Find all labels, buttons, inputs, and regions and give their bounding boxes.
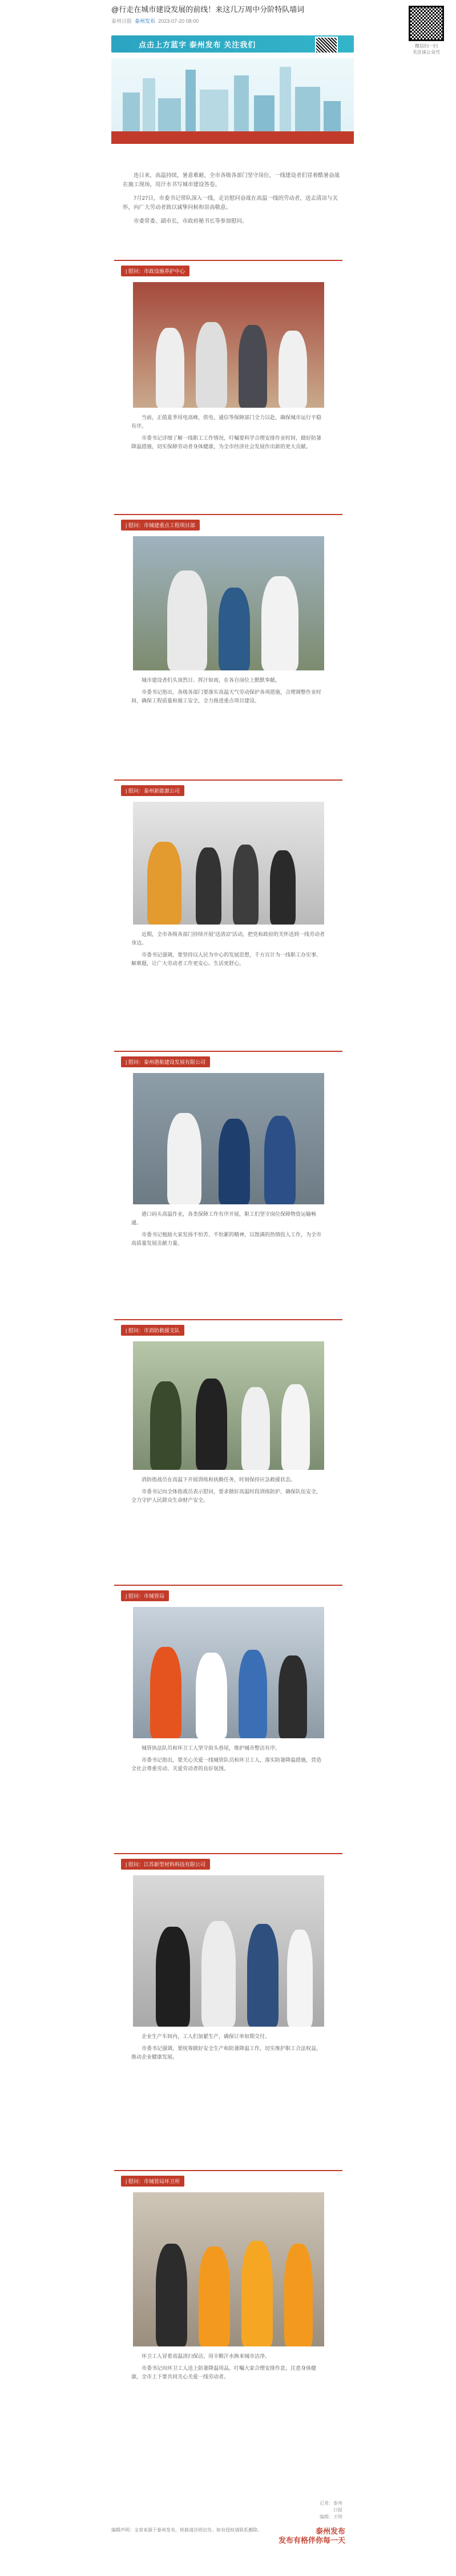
editor-credit: 记者：泰州日报 编辑：王明 [320,2501,342,2519]
section-text: 城管执法队员和环卫工人坚守街头巷尾，维护城市整洁有序。 市委书记指出，要关心关爱一线城管队员和环卫工人，落实防暑降温措施，营造全社会尊重劳动、关爱劳动者的良好氛围。 [131,1745,322,1771]
section-3 [114,779,342,971]
section-8 [114,2170,342,2385]
brand-logo: 泰州发布 发布有格伴你每一天 [278,2527,345,2545]
section-6 [114,1585,342,1777]
section-label: | 慰问：市政设施养护中心 [121,266,189,276]
section-text: 近期，全市各级各部门持续开展“送清凉”活动，把党和政府的关怀送到一线劳动者身边。 市委书记强调，要坚持以人民为中心的发展思想，千方百计为一线职工办实事、解难题，让广大劳动者工作更安心、生活更舒心。 [131,931,325,966]
section-label: | 慰问：市消防救援支队 [121,1325,184,1336]
section-label: | 慰问：市城建重点工程项目部 [121,520,200,531]
article-footer [111,2527,345,2545]
city-skyline-illustration [111,58,354,144]
section-photo [133,2192,324,2346]
article-header [111,5,322,25]
section-text: 消防指战员在高温下开展训练和执勤任务，时刻保持应急救援状态。 市委书记向全体指战员表示慰问，要求做好高温时段训练防护，确保队伍安全，全力守护人民群众生命财产安全。 [131,1477,322,1503]
section-text: 城市建设者们头顶烈日、挥汗如雨，在各自岗位上默默奉献。 市委书记指出，各级各部门要落实高温天气劳动保护各项措施，合理调整作业时间，确保工程质量和施工安全，全力推进重点项目建设。 [131,677,322,704]
account-name-link[interactable]: 泰州发布 [135,18,156,24]
banner-qr-icon [315,37,338,54]
follow-banner[interactable] [111,35,354,53]
section-photo [133,1073,324,1204]
section-label: | 慰问：泰州新能源公司 [121,785,184,796]
section-photo [133,282,324,408]
section-text: 企业生产车间内，工人们加紧生产，确保订单如期交付。 市委书记强调，要统筹做好安全生产和防暑降温工作，切实维护职工合法权益，推动企业健康发展。 [131,2034,322,2060]
intro-paragraph: 7月27日，市委书记带队深入一线，走访慰问奋战在高温一线的劳动者，送去清凉与关怀，向广大劳动者致以诚挚问候和崇高敬意。 [123,195,338,211]
intro-paragraph: 市委常委、副市长，市政府秘书长等参加慰问。 [134,218,248,224]
section-1 [114,260,342,455]
section-photo [133,1607,324,1738]
section-photo [133,1341,324,1470]
section-label: | 慰问：市城管局 [121,1590,169,1601]
section-text: 港口码头高温作业，各类保障工作有序开展，职工们坚守岗位保障物资运输畅通。 市委书记勉励大家发扬不怕苦、不怕累的精神，以饱满的热情投入工作，为全市高质量发展贡献力量。 [131,1211,322,1246]
section-4 [114,1051,342,1251]
section-label: | 慰问：泰州港航建设发展有限公司 [121,1056,210,1067]
section-photo [133,1875,324,2027]
top-banner [111,35,354,150]
section-photo [133,802,324,925]
footer-note: 编辑声明：文章来源于泰州发布，转载请注明出处。如有侵权请联系删除。 [111,2527,262,2533]
section-5 [114,1319,342,1508]
qr-panel [403,6,449,55]
qr-caption: 微信扫一扫 关注该公众号 [413,43,440,55]
section-2 [114,514,342,709]
intro-paragraph: 连日来，高温持续，暑意难耐，全市各级各部门坚守岗位，一线建设者们冒着酷暑奋战在施工现场，用汗水书写城市建设答卷。 [123,172,340,188]
intro-text [123,171,342,231]
article-title: @行走在城市建设发展的前线！来这几万周中分阶特队墙词 [111,5,305,14]
section-7 [114,1853,342,2065]
section-label: | 慰问：市城管局环卫所 [121,2176,184,2187]
qr-code-icon [409,6,444,41]
article-meta [111,17,322,25]
follow-slogan: 点击上方蓝字 泰州发布 关注我们 [139,40,256,49]
author-label: 泰州日报 [111,18,132,24]
section-text: 当前，正值夏季用电高峰，供电、通信等保障部门全力以赴，确保城市运行平稳有序。 市委书记详细了解一线职工工作情况，叮嘱要科学合理安排作业时间，做好防暑降温措施，切实保障劳动者身体健康，为全市经济社会发展作出新的更大贡献。 [131,415,322,449]
section-label: | 慰问：江苏新型材料科技有限公司 [121,1859,210,1870]
section-text: 环卫工人冒着高温清扫保洁，用辛勤汗水换来城市洁净。 市委书记向环卫工人送上防暑降温用品，叮嘱大家合理安排作息，注意身体健康，全市上下要共同关心关爱一线劳动者。 [131,2353,317,2380]
section-photo [133,536,324,670]
publish-date: 2023-07-20 08:00 [158,18,199,24]
